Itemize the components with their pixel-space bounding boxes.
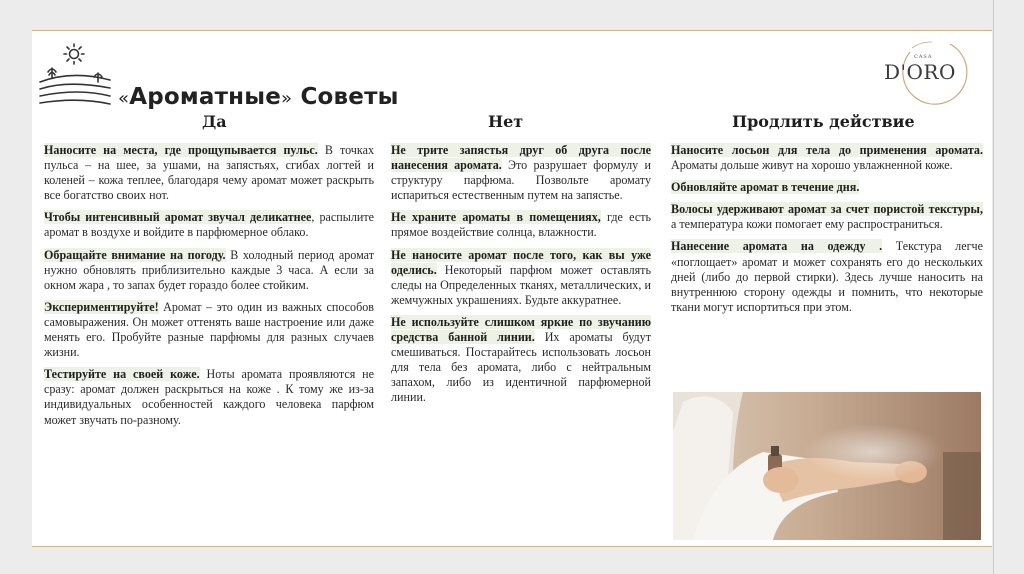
- item-bold: Не наносите аромат после того, как вы уже оделись.: [391, 247, 651, 277]
- list-item: [44, 210, 374, 240]
- list-item: [671, 180, 983, 195]
- list-item: [391, 210, 651, 240]
- item-bold: Не используйте слишком яркие по звучанию средства банной линии.: [391, 314, 651, 345]
- list-item: [671, 143, 983, 173]
- item-text: В точках пульса – на шее, за ушами, на запястьях, сгибах логтей и коленей – кожа теплее, благодаря чему аромат может раскрыть все богатство своих нот.: [44, 143, 374, 203]
- column-heading-extend: Продлить действие: [732, 112, 915, 131]
- item-text: , распылите аромат в воздухе и войдите в парфюмерное облако.: [44, 210, 374, 240]
- item-bold: Обращайте внимание на погоду.: [44, 247, 226, 262]
- item-bold: Экспериментируйте!: [44, 299, 159, 314]
- item-bold: Тестируйте на своей коже.: [44, 367, 200, 382]
- page-title: [118, 84, 399, 110]
- column-no: [391, 143, 651, 413]
- item-bold: Чтобы интенсивный аромат звучал деликатнее: [44, 210, 312, 225]
- item-text: а температура кожи помогает ему распространиться.: [671, 217, 943, 232]
- title-open-quote: «: [118, 88, 130, 109]
- item-text: В холодный период аромат нужно обновлять приблизительно каждые 3 часа. А если за окном жара , то запах будет гораздо более стойким.: [44, 247, 374, 292]
- column-yes: [44, 143, 374, 435]
- title-word-2: Советы: [300, 84, 399, 110]
- column-heading-yes: Да: [202, 112, 227, 131]
- brand-small-text: CASA: [914, 54, 933, 60]
- item-bold: Волосы удерживают аромат за счет пористой текстуры,: [671, 202, 983, 217]
- item-bold: Наносите лосьон для тела до применения аромата.: [671, 143, 983, 157]
- list-item: [44, 143, 374, 203]
- list-item: [391, 143, 651, 203]
- item-text: Аромат – это один из важных способов самовыражения. Он может оттенять ваше настроение или даже менять его. Пробуйте разные парфюмы для разных случаев жизни.: [44, 299, 374, 360]
- title-close-quote: »: [281, 88, 293, 109]
- title-word-1: Ароматные: [129, 84, 282, 110]
- item-text: Их ароматы будут смешиваться. Постарайтесь использовать лосьон для тела без аромата, либо с нейтральным запахом, либо из идентичной парфюмерной линии.: [391, 330, 651, 405]
- item-bold: Нанесение аромата на одежду .: [671, 239, 883, 254]
- item-text: Ароматы дольше живут на хорошо увлажненной коже.: [671, 158, 953, 173]
- item-bold: Наносите на места, где прощупывается пульс.: [44, 143, 318, 157]
- column-extend: [671, 143, 983, 322]
- column-heading-no: Нет: [488, 112, 524, 131]
- field-sun-icon: [38, 42, 116, 112]
- divider: [993, 0, 994, 574]
- item-text: где есть прямое воздействие солнца, влажности.: [391, 210, 652, 240]
- brand-logo: [880, 38, 980, 110]
- item-text: Это разрушает формулу и структуру парфюма. Позвольте аромату испариться естественным путем на запястье.: [391, 158, 651, 203]
- list-item: [671, 202, 983, 232]
- item-text: Некоторый парфюм может оставлять следы на Определенных тканях, металлических, и жемчужных украшениях. Будьте аккуратнее.: [391, 262, 651, 307]
- brand-name: D'ORO: [884, 60, 956, 84]
- list-item: [44, 248, 374, 293]
- perfume-photo: [673, 392, 981, 540]
- list-item: [391, 315, 651, 406]
- item-bold: Обновляйте аромат в течение дня.: [671, 180, 860, 195]
- list-item: [44, 367, 374, 427]
- list-item: [44, 300, 374, 360]
- list-item: [391, 248, 651, 308]
- item-bold: Не трите запястья друг об друга после нанесения аромата.: [391, 143, 651, 173]
- item-text: Ноты аромата проявляются не сразу: аромат должен раскрыться на коже . К тому же из-за индивидуальных особенностей каждого человека парфюм может звучать по-разному.: [44, 367, 374, 427]
- item-text: Текстура легче «поглощает» аромат и может сохранять его до нескольких дней (либо до первой стирки). Здесь лучше наносить на внутреннюю сторону одежды и помнить, что некоторые ткани могут испортиться при этом.: [671, 239, 983, 314]
- list-item: [671, 239, 983, 314]
- perfume-spray-image: [673, 392, 981, 540]
- item-bold: Не храните ароматы в помещениях,: [391, 210, 601, 225]
